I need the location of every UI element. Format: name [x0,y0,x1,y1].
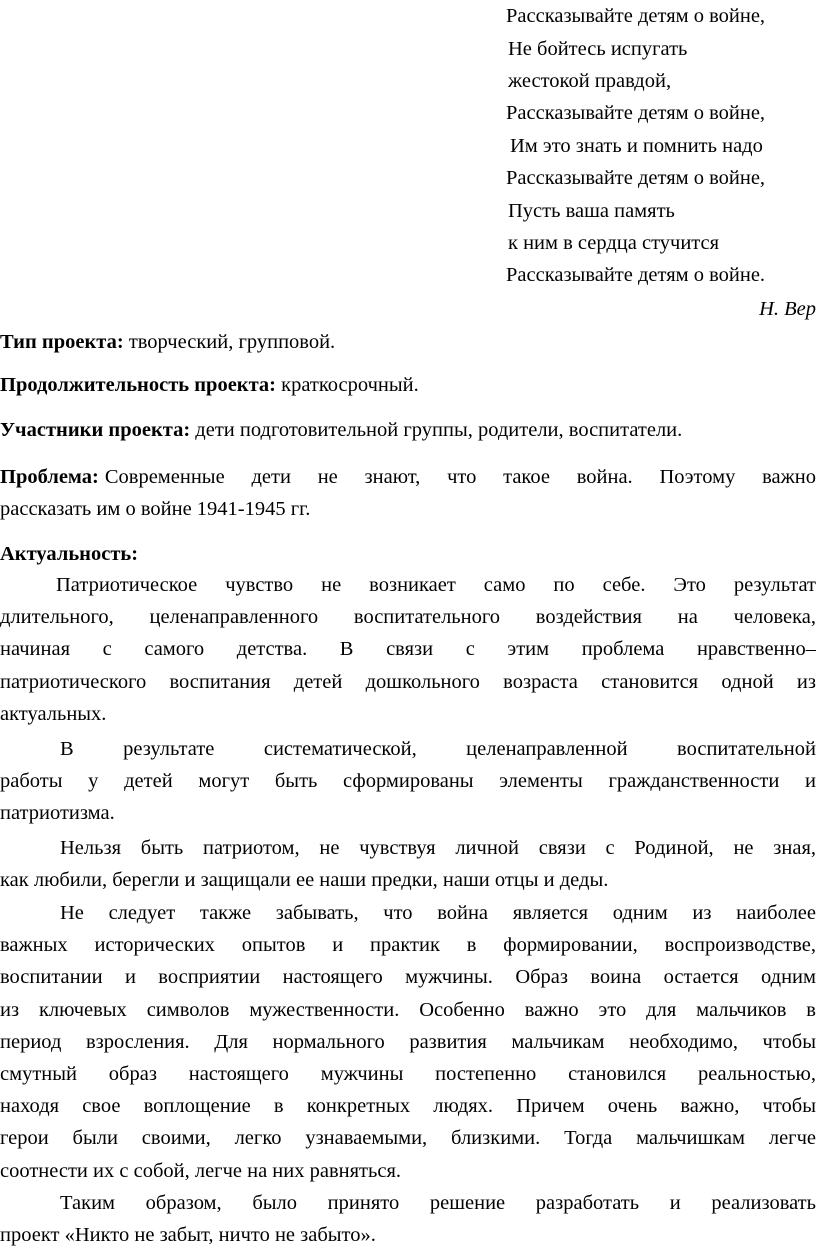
paragraph-line: герои были своими, легко узнаваемыми, близкими. Тогда мальчишкам легче [0,1127,816,1150]
paragraph-line: период взросления. Для нормального развития мальчикам необходимо, чтобы [0,1030,816,1053]
poem-line: Рассказывайте детям о войне, [506,102,766,124]
poem-line: к ним в сердца стучится [508,232,720,254]
paragraph-line: Патриотическое чувство не возникает само по себе. Это результат [56,574,816,596]
project-duration-label: Продолжительность проекта: [0,374,277,396]
poem-line: Рассказывайте детям о войне. [506,264,766,286]
paragraph-line: длительного, целенаправленного воспитательного воздействия на человека, [0,606,816,629]
paragraph-line: из ключевых символов мужественности. Особенно важно это для мальчиков в [0,998,816,1021]
project-participants-label: Участники проекта: [0,419,191,441]
project-type-label: Тип проекта: [0,331,124,353]
poem-line: Рассказывайте детям о войне, [506,167,766,189]
paragraph-line: смутный образ настоящего мужчины постепенно становился реальностью, [0,1063,816,1086]
paragraph-line: находя свое воплощение в конкретных людях. Причем очень важно, чтобы [0,1095,816,1118]
project-problem-label: Проблема: [0,466,99,488]
paragraph-line: Таким образом, было принято решение разработать и реализовать [60,1192,816,1214]
relevance-paragraph-4 [0,897,816,1187]
project-participants-value: дети подготовительной группы, родители, воспитатели. [190,419,683,441]
poem-line: Пусть ваша память [508,200,675,222]
poem-line: Им это знать и помнить надо [510,135,763,157]
paragraph-line: важных исторических опытов и практик в формировании, воспроизводстве, [0,934,816,957]
paragraph-line: начиная с самого детства. В связи с этим проблема нравственно– [0,638,816,661]
paragraph-line: В результате систематической, целенаправленной воспитательной [60,738,816,760]
paragraph-line: Не следует также забывать, что война является одним из наиболее [60,902,816,924]
project-problem [0,461,816,525]
paragraph-line: соотнести их с собой, легче на них равняться. [0,1159,402,1182]
project-type [0,326,816,358]
relevance-label: Актуальность: [0,543,139,565]
project-type-value: творческий, групповой. [123,331,336,353]
poem-line: Рассказывайте детям о войне, [506,5,766,27]
paragraph-line: проект «Никто не забыт, ничто не забыто». [0,1224,376,1247]
relevance-heading [0,538,816,570]
project-problem-value-line2: рассказать им о войне 1941-1945 гг. [0,498,311,520]
relevance-paragraph-5 [0,1187,816,1251]
project-duration-value: краткосрочный. [276,374,419,396]
paragraph-line: актуальных. [0,702,107,725]
poem-line: жестокой правдой, [508,70,672,92]
relevance-paragraph-1 [0,569,816,730]
paragraph-line: патриотизма. [0,802,115,825]
paragraph-line: как любили, берегли и защищали ее наши предки, наши отцы и деды. [0,869,609,892]
poem-line: Не бойтесь испугать [508,38,688,60]
paragraph-line: воспитании и восприятии настоящего мужчины. Образ воина остается одним [0,966,816,989]
paragraph-line: работы у детей могут быть сформированы элементы гражданственности и [0,770,816,793]
paragraph-line: Нельзя быть патриотом, не чувствуя личной связи с Родиной, не зная, [60,837,816,859]
relevance-paragraph-2 [0,733,816,830]
project-problem-value-line1: Современные дети не знают, что такое война. Поэтому важно [104,466,816,488]
project-participants [0,414,816,446]
project-duration [0,369,816,401]
paragraph-line: патриотического воспитания детей дошкольного возраста становится одной из [0,670,816,693]
relevance-paragraph-3 [0,832,816,896]
poem-author: Н. Вер [759,298,816,320]
